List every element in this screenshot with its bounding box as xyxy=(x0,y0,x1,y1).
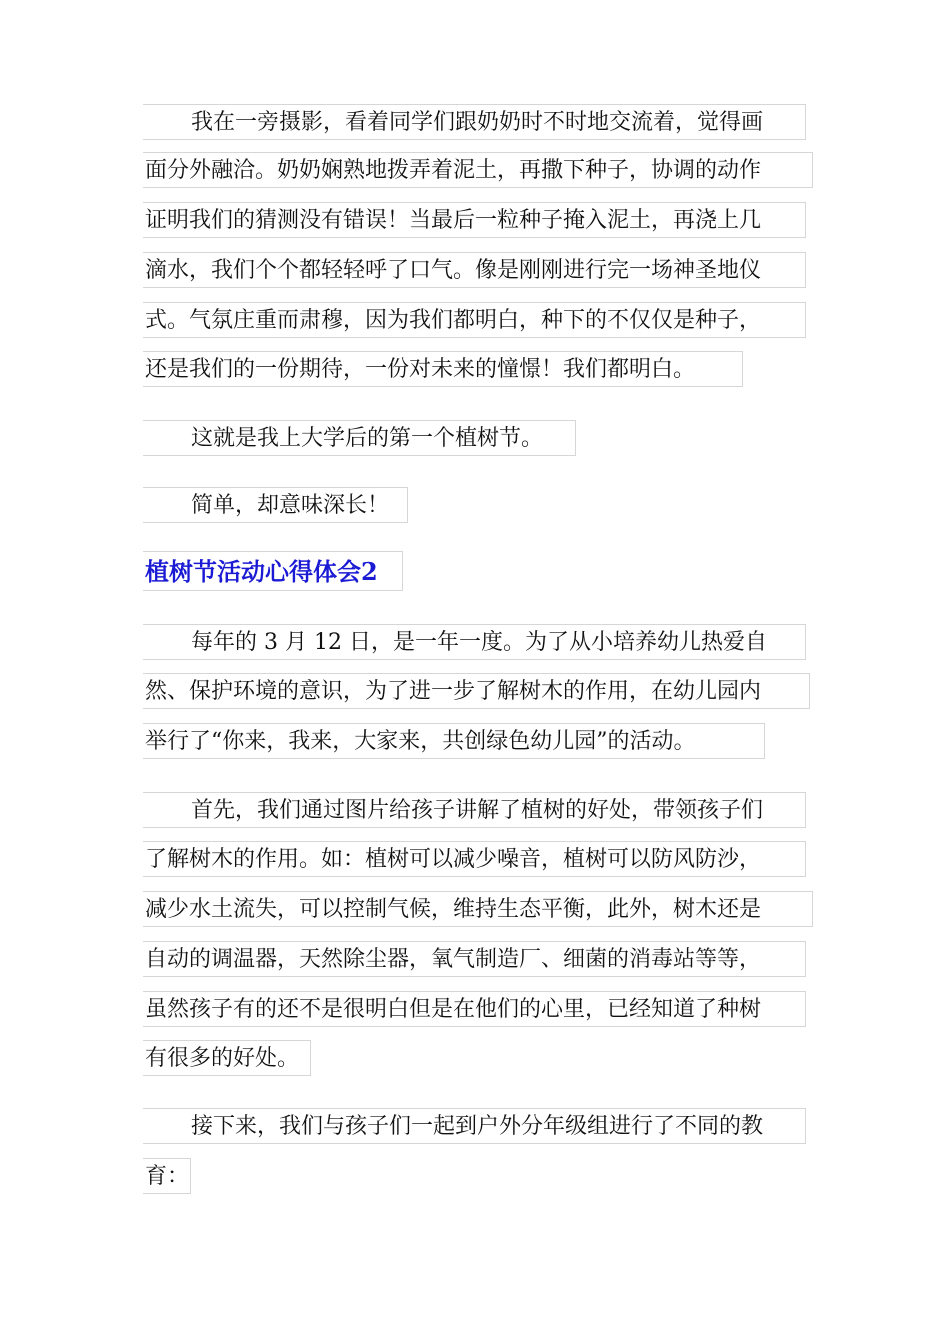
paragraph-line: 首先，我们通过图片给孩子讲解了植树的好处，带领孩子们 xyxy=(143,792,806,828)
paragraph-line: 举行了“你来，我来，大家来，共创绿色幼儿园”的活动。 xyxy=(143,723,765,759)
section-heading: 植树节活动心得体会2 xyxy=(143,551,403,591)
paragraph-line: 自动的调温器，天然除尘器，氧气制造厂、细菌的消毒站等等， xyxy=(143,941,806,977)
paragraph-line: 每年的 3 月 12 日，是一年一度。为了从小培养幼儿热爱自 xyxy=(143,624,806,660)
paragraph-line: 还是我们的一份期待，一份对未来的憧憬！我们都明白。 xyxy=(143,351,743,387)
paragraph-line: 这就是我上大学后的第一个植树节。 xyxy=(143,420,576,456)
paragraph-line: 减少水土流失，可以控制气候，维持生态平衡，此外，树木还是 xyxy=(143,891,813,927)
paragraph-line: 面分外融洽。奶奶娴熟地拨弄着泥土，再撒下种子，协调的动作 xyxy=(143,152,813,188)
paragraph-line: 然、保护环境的意识，为了进一步了解树木的作用，在幼儿园内 xyxy=(143,673,810,709)
paragraph-line: 简单，却意味深长！ xyxy=(143,487,408,523)
paragraph-line: 接下来，我们与孩子们一起到户外分年级组进行了不同的教 xyxy=(143,1108,806,1144)
paragraph-line: 我在一旁摄影，看着同学们跟奶奶时不时地交流着，觉得画 xyxy=(143,104,806,140)
paragraph-line: 有很多的好处。 xyxy=(143,1040,311,1076)
paragraph-line: 式。气氛庄重而肃穆，因为我们都明白，种下的不仅仅是种子， xyxy=(143,302,806,338)
paragraph-line: 了解树木的作用。如：植树可以减少噪音，植树可以防风防沙， xyxy=(143,841,806,877)
paragraph-line: 证明我们的猜测没有错误！当最后一粒种子掩入泥土，再浇上几 xyxy=(143,202,806,238)
paragraph-line: 育： xyxy=(143,1158,191,1194)
paragraph-line: 滴水，我们个个都轻轻呼了口气。像是刚刚进行完一场神圣地仪 xyxy=(143,252,806,288)
paragraph-line: 虽然孩子有的还不是很明白但是在他们的心里，已经知道了种树 xyxy=(143,991,806,1027)
